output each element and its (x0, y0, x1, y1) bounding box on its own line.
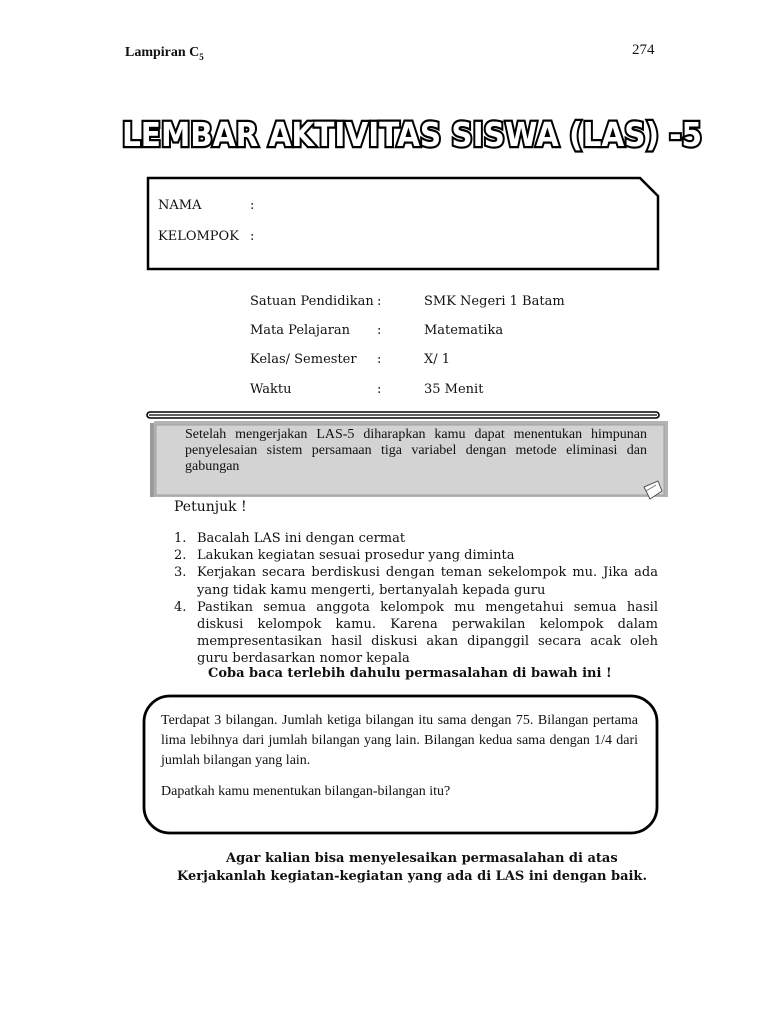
list-item (174, 547, 658, 564)
section-divider (146, 404, 660, 412)
step-number: 2. (174, 548, 187, 564)
instructions-list (174, 530, 658, 668)
info-value-school: SMK Negeri 1 Batam (424, 294, 565, 309)
info-value-time: 35 Menit (424, 382, 484, 397)
identity-box-frame (146, 176, 662, 274)
instructions-title: Petunjuk ! (174, 499, 247, 515)
step-number: 3. (174, 565, 187, 581)
problem-statement: Terdapat 3 bilangan. Jumlah ketiga bilangan itu sama dengan 75. Bilangan pertama lima lebihnya dari jumlah bilangan yang lain. Bilangan kedua sama dengan 1/4 dari jumlah bilangan yang lain. (161, 713, 638, 768)
name-colon: : (250, 198, 255, 213)
list-item (174, 564, 658, 598)
problem-intro-line: Coba baca terlebih dahulu permasalahan di bawah ini ! (208, 666, 612, 681)
closing-line-1: Agar kalian bisa menyelesaikan permasalahan di atas (226, 851, 618, 866)
info-label-school: Satuan Pendidikan (250, 294, 374, 309)
info-label-subject: Mata Pelajaran (250, 323, 351, 338)
step-text: Bacalah LAS ini dengan cermat (197, 531, 406, 546)
appendix-label-text: Lampiran C (125, 45, 200, 60)
list-item (174, 530, 658, 547)
worksheet-title-art (118, 108, 708, 158)
step-text: Kerjakan secara berdiskusi dengan teman sekelompok mu. Jika ada yang tidak kamu mengerti, bertanyalah kepada guru (197, 565, 658, 598)
info-value-subject: Matematika (424, 323, 504, 338)
page-number: 274 (632, 42, 655, 58)
problem-question: Dapatkah kamu menentukan bilangan-bilangan itu? (161, 784, 451, 799)
step-number: 1. (174, 531, 187, 546)
info-label-time: Waktu (250, 382, 292, 397)
worksheet-title-text: LEMBAR AKTIVITAS SISWA (LAS) -5 (122, 115, 702, 154)
appendix-label (125, 45, 204, 62)
info-value-class: X/ 1 (424, 352, 451, 367)
step-text: Lakukan kegiatan sesuai prosedur yang diminta (197, 548, 515, 564)
worksheet-title (118, 108, 708, 158)
closing-line-2: Kerjakanlah kegiatan-kegiatan yang ada di LAS ini dengan baik. (177, 869, 647, 884)
learning-goal-text: Setelah mengerjakan LAS-5 diharapkan kamu dapat menentukan himpunan penyelesaian sistem persamaan tiga variabel dengan metode eliminasi dan gabungan (185, 427, 647, 474)
step-number: 4. (174, 599, 187, 615)
identity-box (146, 176, 656, 269)
info-colon-school: : (377, 294, 382, 309)
name-label: NAMA (158, 198, 202, 213)
step-text: Pastikan semua anggota kelompok mu mengetahui semua hasil diskusi kelompok kamu. Karena perwakilan kelompok dalam mempresentasikan hasil diskusi akan dipanggil secara acak oleh guru berdasarkan nomor kepala (197, 599, 658, 667)
appendix-label-sub: 5 (199, 51, 204, 62)
group-colon: : (250, 229, 255, 244)
list-item (174, 599, 658, 668)
info-label-class: Kelas/ Semester (250, 352, 357, 367)
info-colon-time: : (377, 382, 382, 397)
info-colon-class: : (377, 352, 382, 367)
info-colon-subject: : (377, 323, 382, 338)
group-label: KELOMPOK (158, 229, 239, 244)
